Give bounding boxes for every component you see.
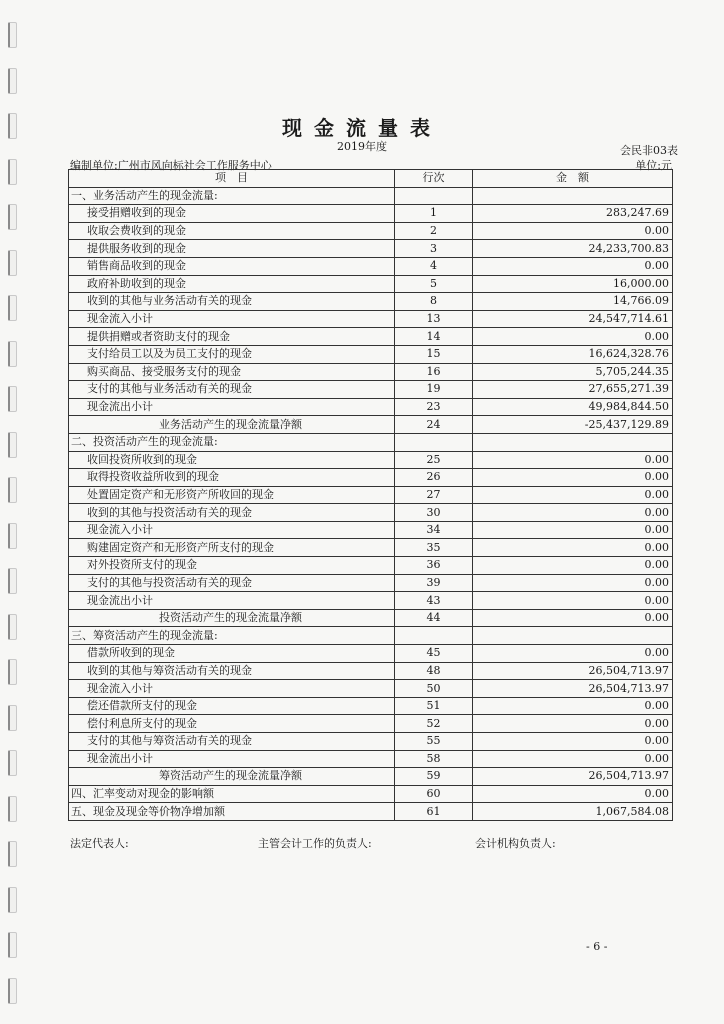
table-row xyxy=(69,768,673,786)
row-label: 收到的其他与筹资活动有关的现金 xyxy=(69,662,395,680)
binding-hole xyxy=(8,659,17,685)
header-amount: 金 额 xyxy=(473,170,673,188)
header-line-number: 行次 xyxy=(395,170,473,188)
row-amount: 0.00 xyxy=(473,222,673,240)
row-line-number: 24 xyxy=(395,416,473,434)
row-line-number: 59 xyxy=(395,768,473,786)
row-amount: 24,547,714.61 xyxy=(473,310,673,328)
row-line-number: 45 xyxy=(395,645,473,663)
table-row xyxy=(69,574,673,592)
binding-hole xyxy=(8,22,17,48)
row-amount xyxy=(473,433,673,451)
binding-hole xyxy=(8,295,17,321)
row-amount: 0.00 xyxy=(473,557,673,575)
row-label: 接受捐赠收到的现金 xyxy=(69,205,395,223)
row-amount: 0.00 xyxy=(473,733,673,751)
table-row xyxy=(69,521,673,539)
table-row xyxy=(69,750,673,768)
row-amount: 24,233,700.83 xyxy=(473,240,673,258)
row-label: 政府补助收到的现金 xyxy=(69,275,395,293)
row-label: 偿还借款所支付的现金 xyxy=(69,697,395,715)
row-line-number: 27 xyxy=(395,486,473,504)
table-row xyxy=(69,627,673,645)
row-amount: 0.00 xyxy=(473,715,673,733)
table-row xyxy=(69,187,673,205)
row-amount: 0.00 xyxy=(473,504,673,522)
row-line-number: 39 xyxy=(395,574,473,592)
table-row xyxy=(69,451,673,469)
binding-hole xyxy=(8,432,17,458)
row-label: 收取会费收到的现金 xyxy=(69,222,395,240)
row-label: 五、现金及现金等价物净增加额 xyxy=(69,803,395,821)
row-amount: 0.00 xyxy=(473,645,673,663)
table-row xyxy=(69,733,673,751)
row-line-number: 2 xyxy=(395,222,473,240)
binding-hole xyxy=(8,477,17,503)
row-amount: 283,247.69 xyxy=(473,205,673,223)
row-line-number xyxy=(395,433,473,451)
accounting-dept-head-label: 会计机构负责人: xyxy=(475,837,556,850)
row-amount: 0.00 xyxy=(473,328,673,346)
row-label: 销售商品收到的现金 xyxy=(69,257,395,275)
row-amount: 0.00 xyxy=(473,592,673,610)
table-row xyxy=(69,222,673,240)
row-label: 筹资活动产生的现金流量净额 xyxy=(69,768,395,786)
row-label: 购买商品、接受服务支付的现金 xyxy=(69,363,395,381)
row-label: 现金流出小计 xyxy=(69,398,395,416)
row-amount: 0.00 xyxy=(473,785,673,803)
row-label: 三、筹资活动产生的现金流量: xyxy=(69,627,395,645)
row-label: 处置固定资产和无形资产所收回的现金 xyxy=(69,486,395,504)
binding-hole xyxy=(8,568,17,594)
row-amount: 16,000.00 xyxy=(473,275,673,293)
table-row xyxy=(69,504,673,522)
table-row xyxy=(69,345,673,363)
row-line-number: 55 xyxy=(395,733,473,751)
binding-hole xyxy=(8,978,17,1004)
row-line-number: 48 xyxy=(395,662,473,680)
row-label: 现金流入小计 xyxy=(69,521,395,539)
binding-hole xyxy=(8,250,17,276)
binding-hole xyxy=(8,523,17,549)
row-line-number: 58 xyxy=(395,750,473,768)
table-row xyxy=(69,381,673,399)
row-line-number: 13 xyxy=(395,310,473,328)
binding-hole xyxy=(8,887,17,913)
row-label: 借款所收到的现金 xyxy=(69,645,395,663)
table-row xyxy=(69,662,673,680)
table-row xyxy=(69,416,673,434)
row-label: 二、投资活动产生的现金流量: xyxy=(69,433,395,451)
row-amount: 0.00 xyxy=(473,469,673,487)
row-amount: 0.00 xyxy=(473,750,673,768)
table-row xyxy=(69,592,673,610)
binding-hole xyxy=(8,204,17,230)
table-row xyxy=(69,645,673,663)
table-row xyxy=(69,697,673,715)
row-label: 提供捐赠或者资助支付的现金 xyxy=(69,328,395,346)
row-label: 收到的其他与业务活动有关的现金 xyxy=(69,293,395,311)
table-header-row xyxy=(69,170,673,188)
row-line-number: 19 xyxy=(395,381,473,399)
page-number: - 6 - xyxy=(586,940,608,953)
row-line-number: 36 xyxy=(395,557,473,575)
binding-hole xyxy=(8,750,17,776)
binding-hole xyxy=(8,386,17,412)
row-amount: 0.00 xyxy=(473,521,673,539)
row-amount: 27,655,271.39 xyxy=(473,381,673,399)
table-row xyxy=(69,257,673,275)
row-label: 收回投资所收到的现金 xyxy=(69,451,395,469)
row-line-number: 51 xyxy=(395,697,473,715)
row-label: 一、业务活动产生的现金流量: xyxy=(69,187,395,205)
row-amount: 5,705,244.35 xyxy=(473,363,673,381)
row-line-number: 14 xyxy=(395,328,473,346)
row-line-number: 5 xyxy=(395,275,473,293)
row-label: 对外投资所支付的现金 xyxy=(69,557,395,575)
row-line-number: 3 xyxy=(395,240,473,258)
row-amount: 0.00 xyxy=(473,539,673,557)
table-row xyxy=(69,240,673,258)
row-amount: 1,067,584.08 xyxy=(473,803,673,821)
row-amount: -25,437,129.89 xyxy=(473,416,673,434)
row-line-number: 23 xyxy=(395,398,473,416)
row-line-number: 60 xyxy=(395,785,473,803)
row-label: 支付给员工以及为员工支付的现金 xyxy=(69,345,395,363)
row-amount: 0.00 xyxy=(473,609,673,627)
row-label: 四、汇率变动对现金的影响额 xyxy=(69,785,395,803)
table-row xyxy=(69,785,673,803)
binding-hole xyxy=(8,159,17,185)
report-year: 2019年度 xyxy=(337,140,387,153)
row-amount: 49,984,844.50 xyxy=(473,398,673,416)
row-label: 现金流出小计 xyxy=(69,592,395,610)
row-line-number xyxy=(395,627,473,645)
row-amount: 0.00 xyxy=(473,574,673,592)
row-line-number: 52 xyxy=(395,715,473,733)
row-line-number: 26 xyxy=(395,469,473,487)
table-row xyxy=(69,539,673,557)
table-row xyxy=(69,363,673,381)
row-line-number: 25 xyxy=(395,451,473,469)
row-line-number: 43 xyxy=(395,592,473,610)
row-amount: 0.00 xyxy=(473,697,673,715)
currency-unit: 单位:元 xyxy=(635,159,672,172)
row-line-number: 30 xyxy=(395,504,473,522)
row-line-number: 16 xyxy=(395,363,473,381)
table-row xyxy=(69,310,673,328)
table-row xyxy=(69,433,673,451)
legal-representative-label: 法定代表人: xyxy=(70,837,129,850)
row-line-number: 34 xyxy=(395,521,473,539)
table-row xyxy=(69,398,673,416)
binding-hole xyxy=(8,796,17,822)
table-row xyxy=(69,293,673,311)
binding-hole xyxy=(8,68,17,94)
row-amount: 16,624,328.76 xyxy=(473,345,673,363)
row-amount: 0.00 xyxy=(473,451,673,469)
row-line-number: 61 xyxy=(395,803,473,821)
row-label: 取得投资收益所收到的现金 xyxy=(69,469,395,487)
row-line-number: 8 xyxy=(395,293,473,311)
header-item: 项 目 xyxy=(69,170,395,188)
table-row xyxy=(69,275,673,293)
row-label: 收到的其他与投资活动有关的现金 xyxy=(69,504,395,522)
row-label: 现金流入小计 xyxy=(69,310,395,328)
row-label: 支付的其他与筹资活动有关的现金 xyxy=(69,733,395,751)
form-code: 会民非03表 xyxy=(620,144,678,157)
row-amount: 26,504,713.97 xyxy=(473,680,673,698)
row-label: 投资活动产生的现金流量净额 xyxy=(69,609,395,627)
row-line-number: 50 xyxy=(395,680,473,698)
row-amount: 0.00 xyxy=(473,486,673,504)
binding-hole xyxy=(8,705,17,731)
row-label: 支付的其他与业务活动有关的现金 xyxy=(69,381,395,399)
binding-hole xyxy=(8,841,17,867)
row-label: 提供服务收到的现金 xyxy=(69,240,395,258)
page-title: 现金流量表 xyxy=(282,116,442,140)
accounting-head-label: 主管会计工作的负责人: xyxy=(258,837,372,850)
row-line-number: 4 xyxy=(395,257,473,275)
row-line-number xyxy=(395,187,473,205)
table-row xyxy=(69,715,673,733)
row-label: 业务活动产生的现金流量净额 xyxy=(69,416,395,434)
binding-hole xyxy=(8,932,17,958)
table-row xyxy=(69,469,673,487)
row-label: 支付的其他与投资活动有关的现金 xyxy=(69,574,395,592)
row-amount: 26,504,713.97 xyxy=(473,768,673,786)
row-label: 现金流出小计 xyxy=(69,750,395,768)
table-row xyxy=(69,609,673,627)
row-amount: 0.00 xyxy=(473,257,673,275)
table-row xyxy=(69,328,673,346)
row-amount xyxy=(473,627,673,645)
row-amount xyxy=(473,187,673,205)
reporting-organization: 编制单位:广州市风向标社会工作服务中心 xyxy=(70,159,272,172)
row-label: 偿付利息所支付的现金 xyxy=(69,715,395,733)
table-row xyxy=(69,486,673,504)
table-row xyxy=(69,205,673,223)
table-row xyxy=(69,803,673,821)
binding-hole xyxy=(8,341,17,367)
table-row xyxy=(69,557,673,575)
row-line-number: 35 xyxy=(395,539,473,557)
row-line-number: 44 xyxy=(395,609,473,627)
row-label: 购建固定资产和无形资产所支付的现金 xyxy=(69,539,395,557)
table-row xyxy=(69,680,673,698)
binding-hole xyxy=(8,614,17,640)
row-amount: 14,766.09 xyxy=(473,293,673,311)
row-amount: 26,504,713.97 xyxy=(473,662,673,680)
row-label: 现金流入小计 xyxy=(69,680,395,698)
row-line-number: 15 xyxy=(395,345,473,363)
row-line-number: 1 xyxy=(395,205,473,223)
cash-flow-table xyxy=(68,169,673,821)
